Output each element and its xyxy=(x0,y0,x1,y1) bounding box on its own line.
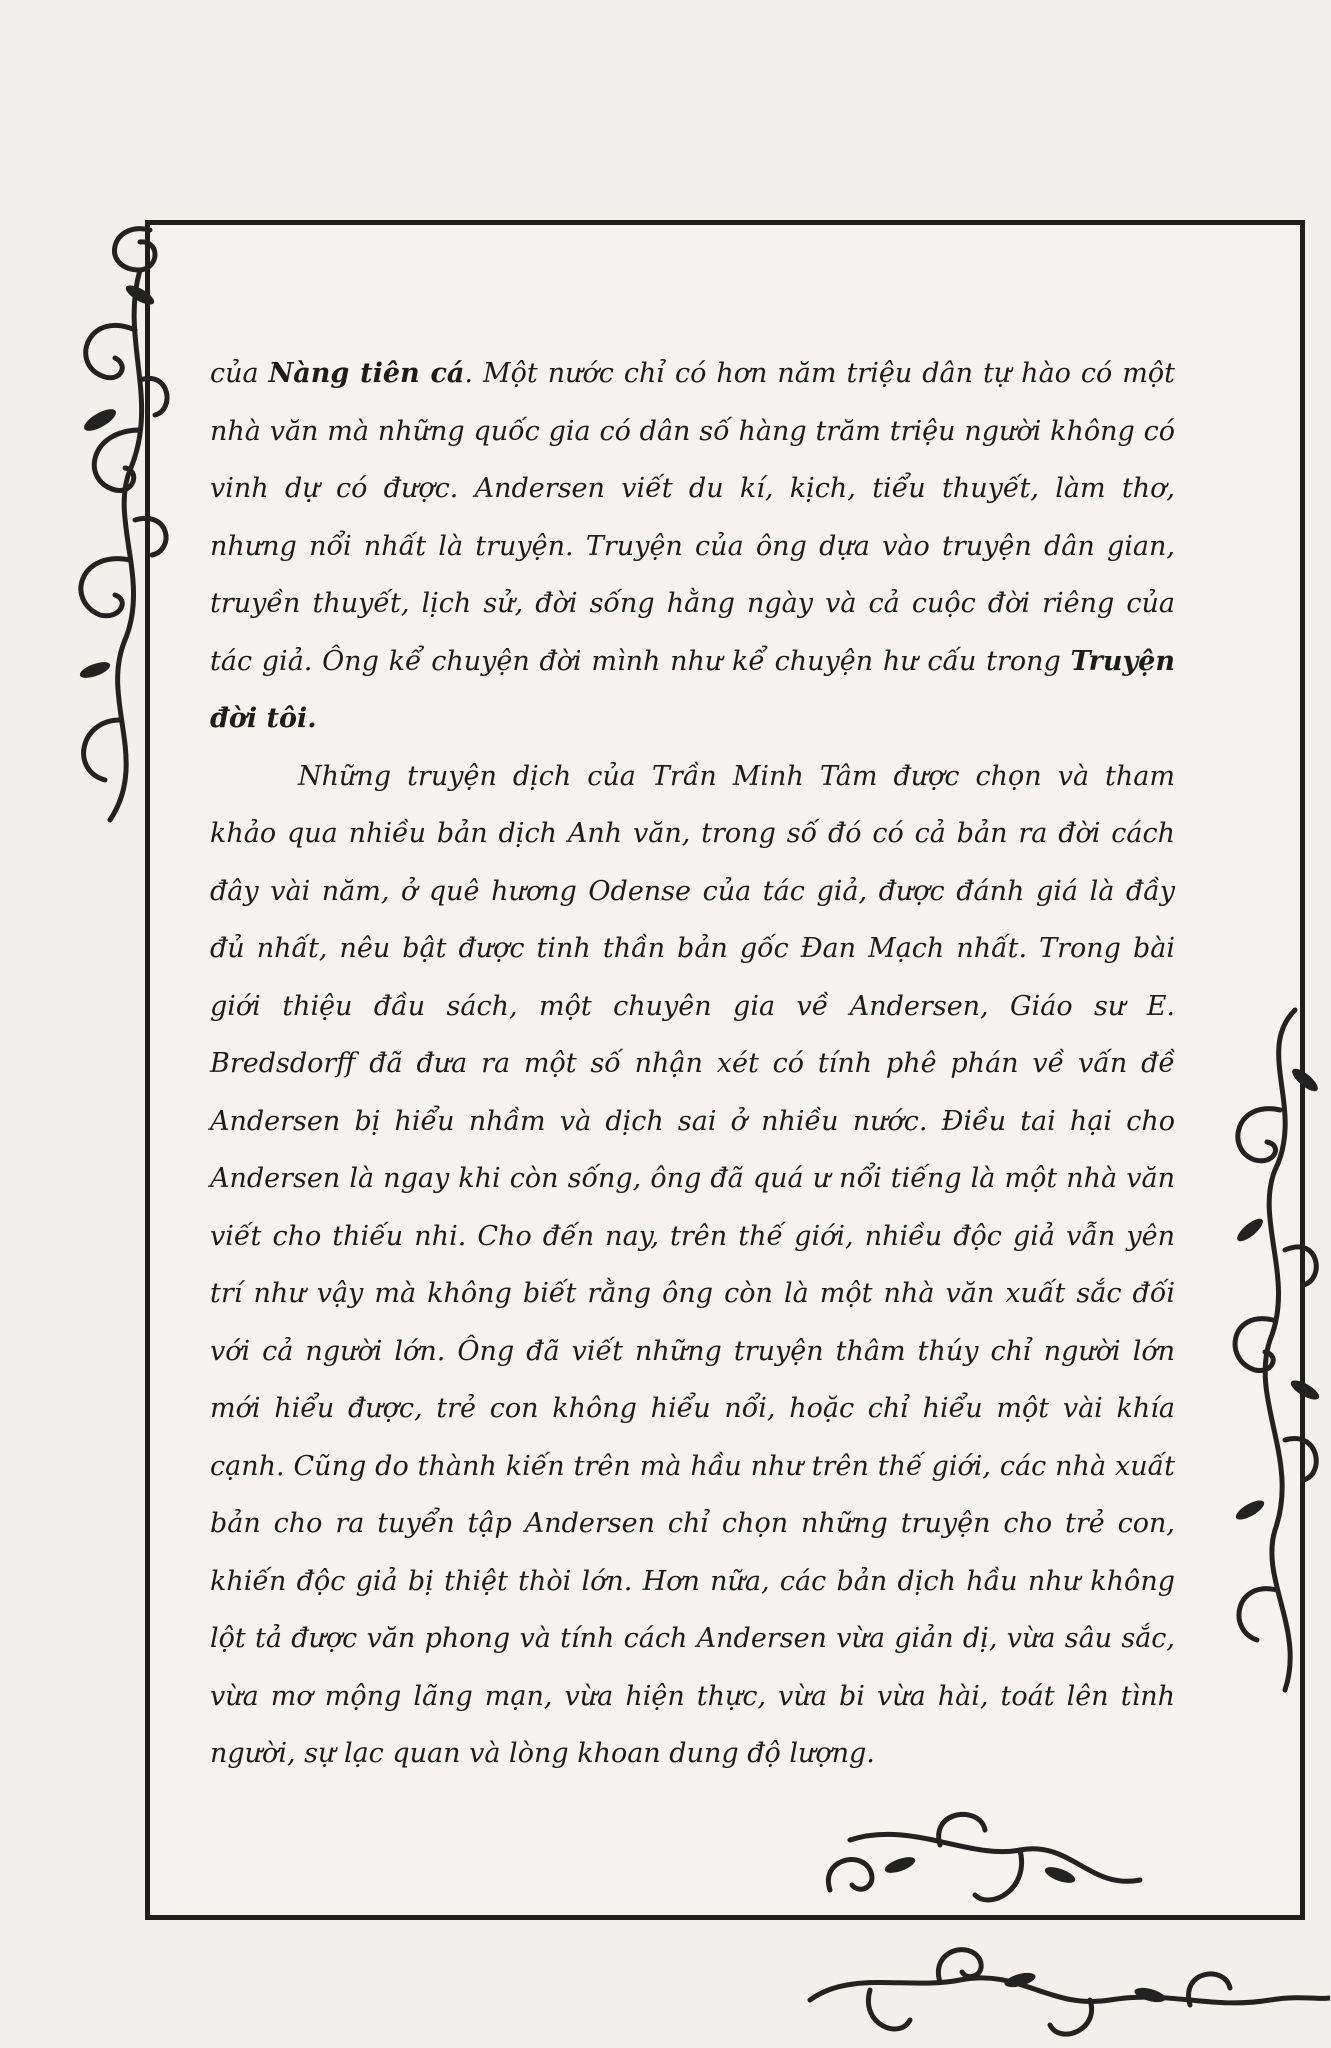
floral-scroll-ornament-bottom xyxy=(790,1800,1330,2048)
paragraph-2: Những truyện dịch của Trần Minh Tâm được chọn và tham khảo qua nhiều bản dịch Anh văn, trong số đó có cả bản ra đời cách đây vài năm, ở quê hương Odense của tác giả, được đánh giá là đầy đủ nhất, nêu bật được tinh thần bản gốc Đan Mạch nhất. Trong bài giới thiệu đầu sách, một chuyên gia về Andersen, Giáo sư E. Bredsdorff đã đưa ra một số nhận xét có tính phê phán về vấn đề Andersen bị hiểu nhầm và dịch sai ở nhiều nước. Điều tai hại cho Andersen là ngay khi còn sống, ông đã quá ư nổi tiếng là một nhà văn viết cho thiếu nhi. Cho đến nay, trên thế giới, nhiều độc giả vẫn yên trí như vậy mà không biết rằng ông còn là một nhà văn xuất sắc đối với cả người lớn. Ông đã viết những truyện thâm thúy chỉ người lớn mới hiểu được, trẻ con không hiểu nổi, hoặc chỉ hiểu một vài khía cạnh. Cũng do thành kiến trên mà hầu như trên thế giới, các nhà xuất bản cho ra tuyển tập Andersen chỉ chọn những truyện cho trẻ con, khiến độc giả bị thiệt thòi lớn. Hơn nữa, các bản dịch hầu như không lột tả được văn phong và tính cách Andersen vừa giản dị, vừa sâu sắc, vừa mơ mộng lãng mạn, vừa hiện thực, vừa bi vừa hài, toát lên tình người, sự lạc quan và lòng khoan dung độ lượng. xyxy=(210,760,1175,1769)
paragraph-1-lead: của xyxy=(210,358,269,389)
floral-scroll-ornament-right xyxy=(1215,990,1331,1710)
paragraph-1 xyxy=(210,345,1175,748)
title-nang-tien-ca: Nàng tiên cá xyxy=(268,358,465,389)
body-text xyxy=(210,345,1175,1783)
title-truyen-doi-toi: Truyện đời tôi. xyxy=(210,645,1175,734)
floral-scroll-ornament-left xyxy=(40,200,180,840)
paragraph-1-body: . Một nước chỉ có hơn năm triệu dân tự hào có một nhà văn mà những quốc gia có dân số hàng trăm triệu người không có vinh dự có được. Andersen viết du kí, kịch, tiểu thuyết, làm thơ, nhưng nổi nhất là truyện. Truyện của ông dựa vào truyện dân gian, truyền thuyết, lịch sử, đời sống hằng ngày và cả cuộc đời riêng của tác giả. Ông kể chuyện đời mình như kể chuyện hư cấu trong xyxy=(210,358,1175,677)
